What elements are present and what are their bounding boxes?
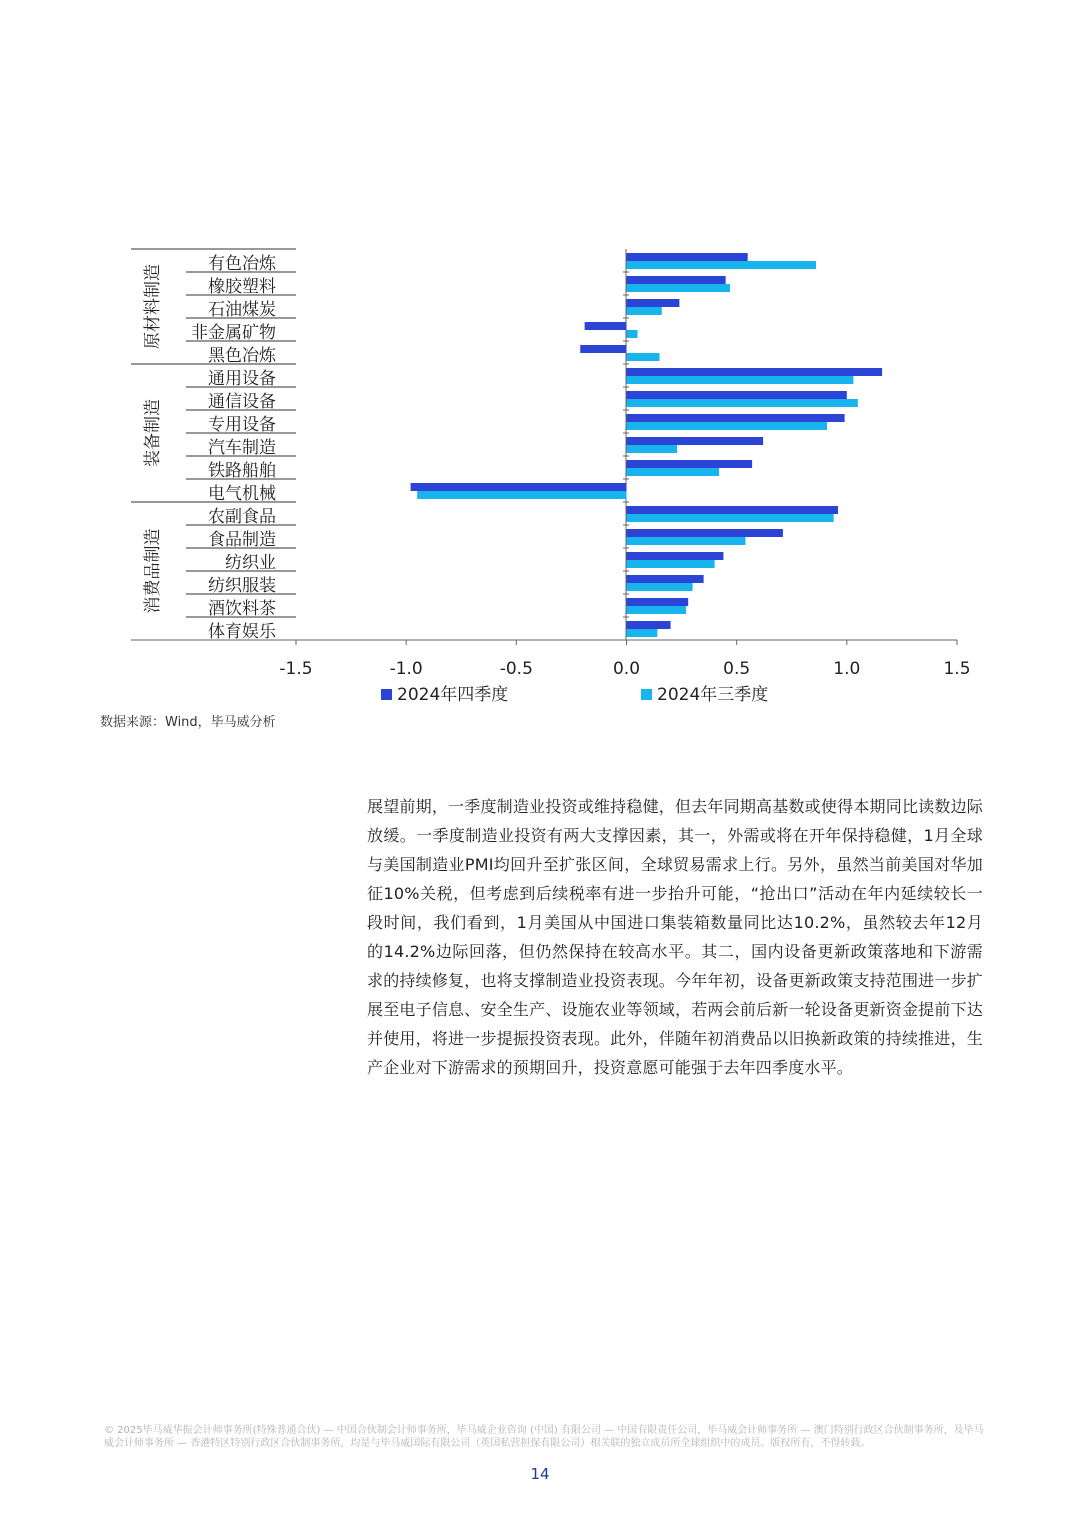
- category-label: 汽车制造: [208, 438, 276, 458]
- data-source-note: 数据来源：Wind，毕马威分析: [100, 715, 276, 730]
- group-label: 装备制造: [143, 399, 163, 467]
- bar-q3: [627, 353, 660, 361]
- bar-q3: [627, 537, 746, 545]
- x-tick-label: -0.5: [499, 659, 533, 679]
- bar-q4: [627, 276, 726, 284]
- category-label: 食品制造: [208, 530, 276, 550]
- bar-q4: [627, 621, 671, 629]
- bar-q4: [627, 299, 680, 307]
- x-tick-label: 0.0: [612, 659, 641, 679]
- bar-q4: [627, 575, 704, 583]
- bar-q3: [627, 629, 658, 637]
- bar-q3: [627, 330, 638, 338]
- bar-q4: [627, 437, 764, 445]
- bar-q3: [627, 560, 715, 568]
- bar-q3: [627, 261, 816, 269]
- bar-q3: [417, 491, 626, 499]
- legend-swatch: [641, 689, 652, 700]
- x-tick-label: -1.5: [279, 659, 313, 679]
- bar-q4: [580, 345, 626, 353]
- category-label: 农副食品: [208, 507, 276, 527]
- group-label: 消费品制造: [143, 528, 163, 614]
- group-label: 原材料制造: [143, 264, 163, 349]
- bar-q4: [627, 598, 689, 606]
- category-label: 酒饮料茶: [208, 599, 276, 619]
- bar-q4: [627, 506, 839, 514]
- bar-q4: [627, 552, 724, 560]
- x-tick-label: 0.5: [723, 659, 751, 679]
- category-label: 纺织服装: [208, 576, 276, 596]
- bar-q3: [627, 376, 854, 384]
- legend-swatch: [381, 689, 392, 700]
- category-label: 铁路船舶: [208, 461, 276, 481]
- category-label: 体育娱乐: [208, 622, 276, 642]
- bar-q3: [627, 284, 731, 292]
- bar-q4: [627, 414, 845, 422]
- bar-q3: [627, 583, 693, 591]
- category-label: 石油煤炭: [208, 300, 276, 320]
- category-label: 有色冶炼: [208, 254, 276, 274]
- x-tick-label: 1.0: [833, 659, 861, 679]
- bar-q3: [627, 422, 828, 430]
- bar-q3: [627, 445, 678, 453]
- category-label: 纺织业: [225, 553, 276, 573]
- copyright-footer: © 2025毕马威华振会计师事务所(特殊普通合伙) — 中国合伙制会计师事务所，毕马威企业咨询 (中国) 有限公司 — 中国有限责任公司，毕马威会计师事务所 — 澳门特别行政区合伙制事务所，及毕马威会计师事务所 — 香港特区特别行政区合伙制事务所，均是与毕马威国际有限公司（英国私营担保有限公司）相关联的独立成员所全球组织中的成员。版权所有，不得转载。: [104, 1425, 984, 1449]
- bar-q4: [627, 460, 753, 468]
- bar-q3: [627, 307, 662, 315]
- bar-q4: [411, 483, 627, 491]
- bar-q3: [627, 514, 834, 522]
- bar-q4: [627, 391, 847, 399]
- bar-q3: [627, 468, 720, 476]
- legend-label: 2024年三季度: [657, 685, 769, 705]
- legend-label: 2024年四季度: [397, 685, 509, 705]
- manufacturing-investment-bar-chart: [0, 0, 1080, 720]
- category-label: 橡胶塑料: [208, 277, 276, 297]
- x-tick-label: 1.5: [943, 659, 971, 679]
- category-label: 黑色冶炼: [208, 346, 276, 366]
- category-label: 电气机械: [208, 484, 276, 504]
- bar-q4: [627, 529, 783, 537]
- category-label: 非金属矿物: [191, 323, 276, 343]
- bar-q4: [627, 368, 883, 376]
- body-paragraph: 展望前期，一季度制造业投资或维持稳健，但去年同期高基数或使得本期同比读数边际放缓。一季度制造业投资有两大支撑因素，其一，外需或将在开年保持稳健，1月全球与美国制造业PMI均回升至扩张区间，全球贸易需求上行。另外，虽然当前美国对华加征10%关税，但考虑到后续税率有进一步抬升可能，“抢出口”活动在年内延续较长一段时间，我们看到，1月美国从中国进口集装箱数量同比达10.2%，虽然较去年12月的14.2%边际回落，但仍然保持在较高水平。其二，国内设备更新政策落地和下游需求的持续修复，也将支撑制造业投资表现。今年年初，设备更新政策支持范围进一步扩展至电子信息、安全生产、设施农业等领域，若两会前后新一轮设备更新资金提前下达并使用，将进一步提振投资表现。此外，伴随年初消费品以旧换新政策的持续推进，生产企业对下游需求的预期回升，投资意愿可能强于去年四季度水平。: [367, 797, 983, 1077]
- category-label: 专用设备: [208, 415, 276, 435]
- category-label: 通用设备: [208, 369, 276, 389]
- x-tick-label: -1.0: [389, 659, 423, 679]
- bar-q3: [627, 606, 686, 614]
- page-number: 14: [530, 1465, 550, 1483]
- category-label: 通信设备: [208, 392, 276, 412]
- bar-q4: [627, 253, 748, 261]
- bar-q3: [627, 399, 858, 407]
- body-text: [367, 792, 983, 1082]
- bar-q4: [585, 322, 627, 330]
